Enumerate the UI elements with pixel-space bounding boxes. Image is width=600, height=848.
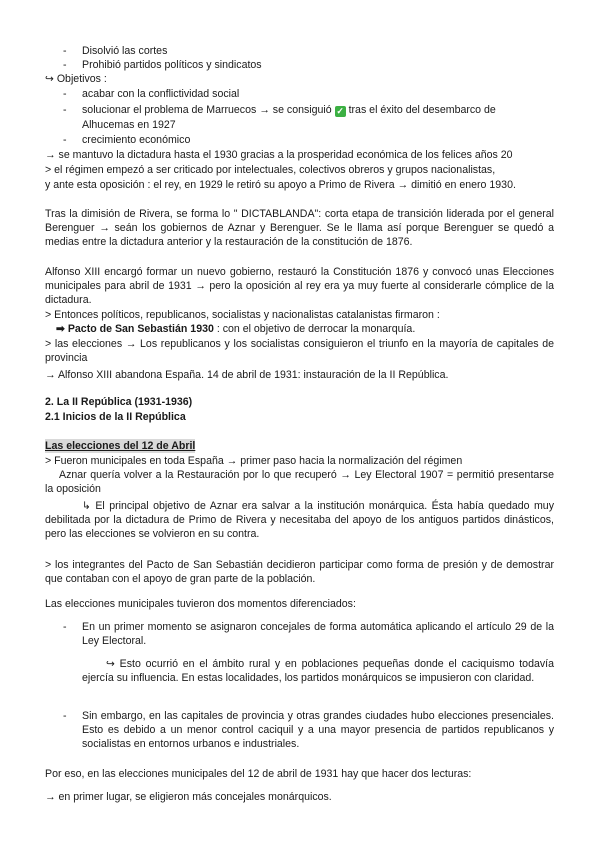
- heading-elecciones-12-abril: Las elecciones del 12 de Abril: [45, 440, 196, 452]
- objetivo-item-2-cont: Alhucemas en 1927: [82, 119, 176, 131]
- line-momentos: Las elecciones municipales tuvieron dos momentos diferenciados:: [45, 598, 356, 610]
- heading-ii-republica: 2. La II República (1931-1936): [45, 396, 193, 408]
- list-item-cortes: Disolvió las cortes: [82, 45, 168, 57]
- line-rey: y ante esta oposición : el rey, en 1929 le retiró su apoyo a Primo de Rivera → dimitió en enero 1930.: [45, 179, 516, 191]
- arrow-right-icon: ➡: [56, 323, 65, 335]
- pacto-title: Pacto de San Sebastián 1930: [67, 323, 214, 335]
- line-regimen: > el régimen empezó a ser criticado por intelectuales, colectivos obreros y grupos nacionalistas,: [45, 164, 496, 176]
- line-entonces: > Entonces políticos, republicanos, socialistas y nacionalistas catalanistas firmaron :: [45, 309, 440, 321]
- paragraph-alfonso: Alfonso XIII encargó formar un nuevo gobierno, restauró la Constitución 1876 y convocó unas Elecciones municipales para abril de 1931 → pero la oposición al rey era ya muy fuerte al considerarle cómplice de la dictadura.: [45, 266, 554, 306]
- paragraph-dictablanda: Tras la dimisión de Rivera, se forma lo " DICTABLANDA": corta etapa de transición liderada por el general Berenguer → seán los gobiernos de Aznar y Berenguer. Se le llama así porque Berenguer se quedó a medias entre la dictadura anterior y la restauración de la constitución de 1876.: [45, 208, 554, 248]
- list-item-momento-1: En un primer momento se asignaron concejales de forma automática aplicando el artículo 29 de la Ley Electoral.: [82, 621, 554, 647]
- objetivos-heading: ↪ Objetivos :: [45, 73, 107, 85]
- pacto-line: [56, 322, 415, 336]
- bullet-dash: -: [63, 45, 67, 57]
- list-item-partidos: Prohibió partidos políticos y sindicatos: [82, 59, 262, 71]
- objetivo-item-1: acabar con la conflictividad social: [82, 88, 240, 100]
- heading-inicios: 2.1 Inicios de la II República: [45, 411, 186, 423]
- objetivo-item-2: solucionar el problema de Marruecos → se consiguió ✓ tras el éxito del desembarco de: [82, 104, 496, 116]
- line-abandona: → Alfonso XIII abandona España. 14 de abril de 1931: instauración de la II República.: [45, 369, 449, 381]
- line-fueron: > Fueron municipales en toda España → primer paso hacia la normalización del régimen: [45, 455, 463, 467]
- line-primer-lugar: → en primer lugar, se eligieron más concejales monárquicos.: [45, 791, 332, 803]
- momento-1-detail: ↪ Esto ocurrió en el ámbito rural y en poblaciones pequeñas donde el caciquismo todavía ejercía su influencia. En estas localidades, los partidos monárquicos se impusieron con claridad.: [82, 658, 554, 684]
- bullet-dash: -: [63, 59, 67, 71]
- bullet-dash: -: [63, 134, 67, 146]
- paragraph-integrantes: > los integrantes del Pacto de San Sebastián decidieron participar como forma de presión y de demostrar que contaban con el apoyo de gran parte de la población.: [45, 559, 554, 585]
- list-item-momento-2: Sin embargo, en las capitales de provincia y otras grandes ciudades hubo elecciones presenciales. Esto es debido a un menor control caciquil y a una mayor presencia de partidos republicanos y socialistas en entornos urbanos e industriales.: [82, 710, 554, 750]
- bullet-dash: -: [63, 104, 67, 116]
- check-icon: ✓: [336, 106, 344, 116]
- bullet-dash: -: [63, 88, 67, 100]
- pacto-description: : con el objetivo de derrocar la monarquía.: [213, 323, 416, 335]
- bullet-dash: -: [63, 621, 67, 633]
- bullet-dash: -: [63, 710, 67, 722]
- line-lecturas: Por eso, en las elecciones municipales del 12 de abril de 1931 hay que hacer dos lecturas:: [45, 768, 472, 780]
- paragraph-aznar: Aznar quería volver a la Restauración por lo que recuperó → Ley Electoral 1907 = permitió presentarse la oposición: [45, 469, 554, 495]
- paragraph-objetivo-aznar: ↳ El principal objetivo de Aznar era salvar a la institución monárquica. Ésta había quedado muy debilitada por la dictadura de Primo de Rivera y necesitaba del apoyo de los antiguos partidos dinásticos, pero las elecciones se volvieron en su contra.: [45, 500, 554, 540]
- objetivo-item-3: crecimiento económico: [82, 134, 191, 146]
- line-mantuvo: → se mantuvo la dictadura hasta el 1930 gracias a la prosperidad económica de los felices años 20: [45, 149, 513, 161]
- paragraph-elecciones-resultado: > las elecciones → Los republicanos y los socialistas consiguieron el triunfo en la mayoría de capitales de provincia: [45, 338, 554, 364]
